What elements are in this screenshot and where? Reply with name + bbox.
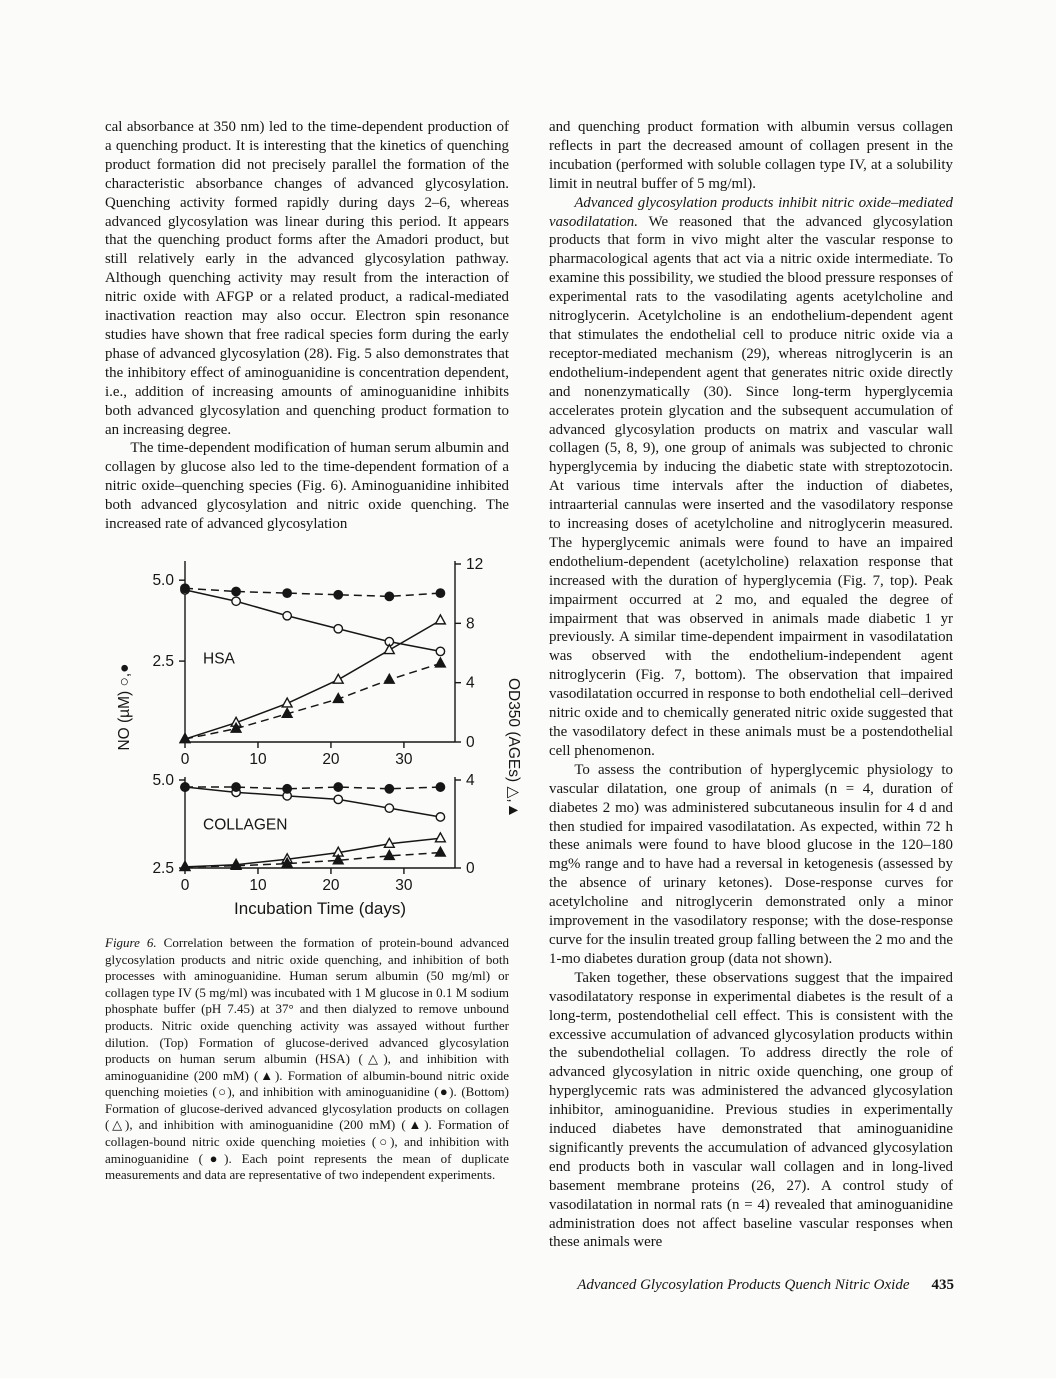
- figure-6-caption: [105, 935, 509, 1184]
- paragraph: [549, 194, 953, 761]
- svg-text:HSA: HSA: [203, 650, 235, 668]
- svg-text:4: 4: [466, 674, 475, 692]
- paragraph: The time-dependent modification of human serum albumin and collagen by glucose also led to the time-dependent formation of a nitric oxide–quenching species (Fig. 6). Aminoguanidine inhibited both advanced glycosylation and nitric oxide quenching. The increased rate of advanced glycosylation: [105, 440, 509, 533]
- paragraph: Taken together, these observations suggest that the impaired vasodilatatory response in experimental diabetes is the result of a long-term, postendothelial cell effect. This is consistent with the excessive accumulation of advanced glycosylation products within the subendothelial collagen. To address directly the role of advanced glycosylation in nitric oxide quenching, one group of hyperglycemic rats was administered the advanced glycosylation inhibitor, aminoguanidine. Previous studies in experimentally induced diabetes have demonstrated that aminoguanidine significantly prevents the accumulation of advanced glycosylation end products both in vascular wall collagen and in long-lived basement membrane proteins (26, 27). A control study of vasodilatation in normal rats (n = 4) revealed that aminoguanidine administration does not affect baseline vascular responses when these animals were: [549, 969, 953, 1251]
- svg-text:4: 4: [466, 771, 475, 789]
- svg-text:10: 10: [249, 876, 267, 894]
- svg-text:2.5: 2.5: [152, 653, 174, 671]
- svg-text:COLLAGEN: COLLAGEN: [203, 816, 288, 834]
- svg-text:10: 10: [249, 750, 267, 768]
- svg-text:2.5: 2.5: [152, 859, 174, 877]
- running-title: Advanced Glycosylation Products Quench Nitric Oxide: [577, 1277, 910, 1293]
- page-number: 435: [931, 1277, 954, 1293]
- svg-text:0: 0: [466, 733, 475, 751]
- figure-6-plot: [105, 550, 535, 935]
- paragraph: To assess the contribution of hyperglycemic physiology to vascular dilatation, one group of animals (n = 4, duration of diabetes 2 mo) was administered subcutaneous insulin for 4 d and then studied for impaired vasodilatation. As expected, within 72 h these animals were found to have blood glucose in the 120–180 mg% range and to have had a reversal in ketogenesis (assessed by the absence of urinary ketones). Dose-response curves for acetylcholine and nitroglycerin demonstrated only a minor improvement in the vasodilatory response; with the dose-response curve for the insulin treated group falling between the 2 mo and the 1-mo diabetes duration group (data not shown).: [549, 761, 953, 967]
- figure-caption-text: Correlation between the formation of protein-bound advanced glycosylation products and nitric oxide quenching, and inhibition of both processes with aminoguanidine. Human serum albumin (50 mg/ml) or collagen type IV (5 mg/ml) was incubated with 1 M glucose in 0.1 M sodium phosphate buffer (pH 7.45) at 37° and then dialyzed to remove unbound products. Nitric oxide quenching activity was assayed without further dilution. (Top) Formation of glucose-derived advanced glycosylation products on human serum albumin (HSA) (△), and inhibition with aminoguanidine (200 mM) (▲). Formation of albumin-bound nitric oxide quenching moieties (○), and inhibition with aminoguanidine (●). (Bottom) Formation of glucose-derived advanced glycosylation products on collagen (△), and inhibition with aminoguanidine (200 mM) (▲). Formation of collagen-bound nitric oxide quenching moieties (○), and inhibition with aminoguanidine (●). Each point represents the mean of duplicate measurements and data are representative of two independent experiments.: [105, 934, 509, 1183]
- svg-text:20: 20: [322, 876, 340, 894]
- svg-text:Incubation Time (days): Incubation Time (days): [234, 898, 406, 918]
- svg-text:0: 0: [180, 750, 190, 768]
- svg-text:30: 30: [395, 750, 413, 768]
- figure-6: [105, 550, 522, 1184]
- paragraph-text: We reasoned that the advanced glycosylation products that form in vivo might alter the vascular response to pharmacological agents that act via a nitric oxide intermediate. To examine this possibility, we studied the blood pressure responses of experimental rats to the vasodilating agents acetylcholine and nitroglycerin. Acetylcholine is an endothelium-dependent agent that stimulates the endothelial cell to produce nitric oxide via a receptor-mediated mechanism (29), whereas nitroglycerin is an endothelium-independent agent that generates nitric oxide directly and nonenzymatically (30). Since long-term hyperglycemia accelerates protein glycation and the subsequent accumulation of advanced glycosylation products on matrix and vascular wall collagen (5, 8, 9), one group of animals was subjected to chronic hyperglycemia by inducing the diabetic state with streptozotocin. At various time intervals after the induction of diabetes, intraarterial cannulas were inserted and the vasodilatory response to increasing doses of acetylcholine and nitroglycerin measured. The hyperglycemic animals were found to have an impaired endothelium-dependent (acetylcholine) relaxation response that increased with the duration of hyperglycemia (Fig. 7, top). Peak impairment occurred at 2 mo, and equaled the degree of impairment that was observed in animals made diabetic 1 yr previously. A similar time-dependent impairment in vasodilatation was observed with the endothelium-independent agent nitroglycerin (Fig. 7, bottom). The observation that impaired vasodilatation occurred in response to both endothelial cell–derived nitric oxide and to chemically generated nitric oxide suggested that the vasodilatory defect in these animals must be a postendothelial cell phenomenon.: [549, 213, 953, 759]
- svg-text:0: 0: [466, 859, 475, 877]
- svg-text:5.0: 5.0: [152, 771, 174, 789]
- svg-text:0: 0: [180, 876, 190, 894]
- svg-text:NO (µM) ○,●: NO (µM) ○,●: [116, 663, 133, 751]
- svg-text:5.0: 5.0: [152, 572, 174, 590]
- subsection-lead: Advanced glycosylation products inhibit nitric oxide–mediated vasodilatation.: [549, 194, 953, 230]
- svg-text:30: 30: [395, 876, 413, 894]
- text-columns: [105, 118, 953, 1252]
- paragraph: cal absorbance at 350 nm) led to the time-dependent production of a quenching product. It is interesting that the kinetics of quenching product formation did not precisely parallel the formation of the characteristic absorbance changes of advanced glycosylation. Quenching activity formed rapidly during days 2–6, whereas advanced glycosylation was linear during this period. It appears that the quenching product forms after the Amadori product, but still relatively early in the advanced glycosylation pathway. Although quenching activity may result from the interaction of nitric oxide with AFGP or a related product, a radical-mediated inactivation reaction may also occur. Electron spin resonance studies have shown that free radical species form during the early phase of advanced glycosylation (28). Fig. 5 also demonstrates that the inhibitory effect of aminoguanidine is concentration dependent, i.e., addition of increasing amounts of aminoguanidine inhibits both advanced glycosylation and quenching product formation to an increasing degree.: [105, 119, 509, 438]
- figure-caption-label: Figure 6.: [105, 934, 157, 950]
- page-footer: [540, 1277, 954, 1294]
- left-column: [105, 118, 522, 1252]
- svg-text:OD350 (AGEs) △,▲: OD350 (AGEs) △,▲: [505, 677, 522, 818]
- right-column: [549, 118, 953, 1252]
- paragraph: and quenching product formation with albumin versus collagen reflects in part the decreased amount of collagen present in the incubation (performed with soluble collagen type IV, at a solubility limit in neutral buffer of 5 mg/ml).: [549, 119, 953, 192]
- svg-text:8: 8: [466, 615, 475, 633]
- svg-text:20: 20: [322, 750, 340, 768]
- svg-text:12: 12: [466, 555, 484, 573]
